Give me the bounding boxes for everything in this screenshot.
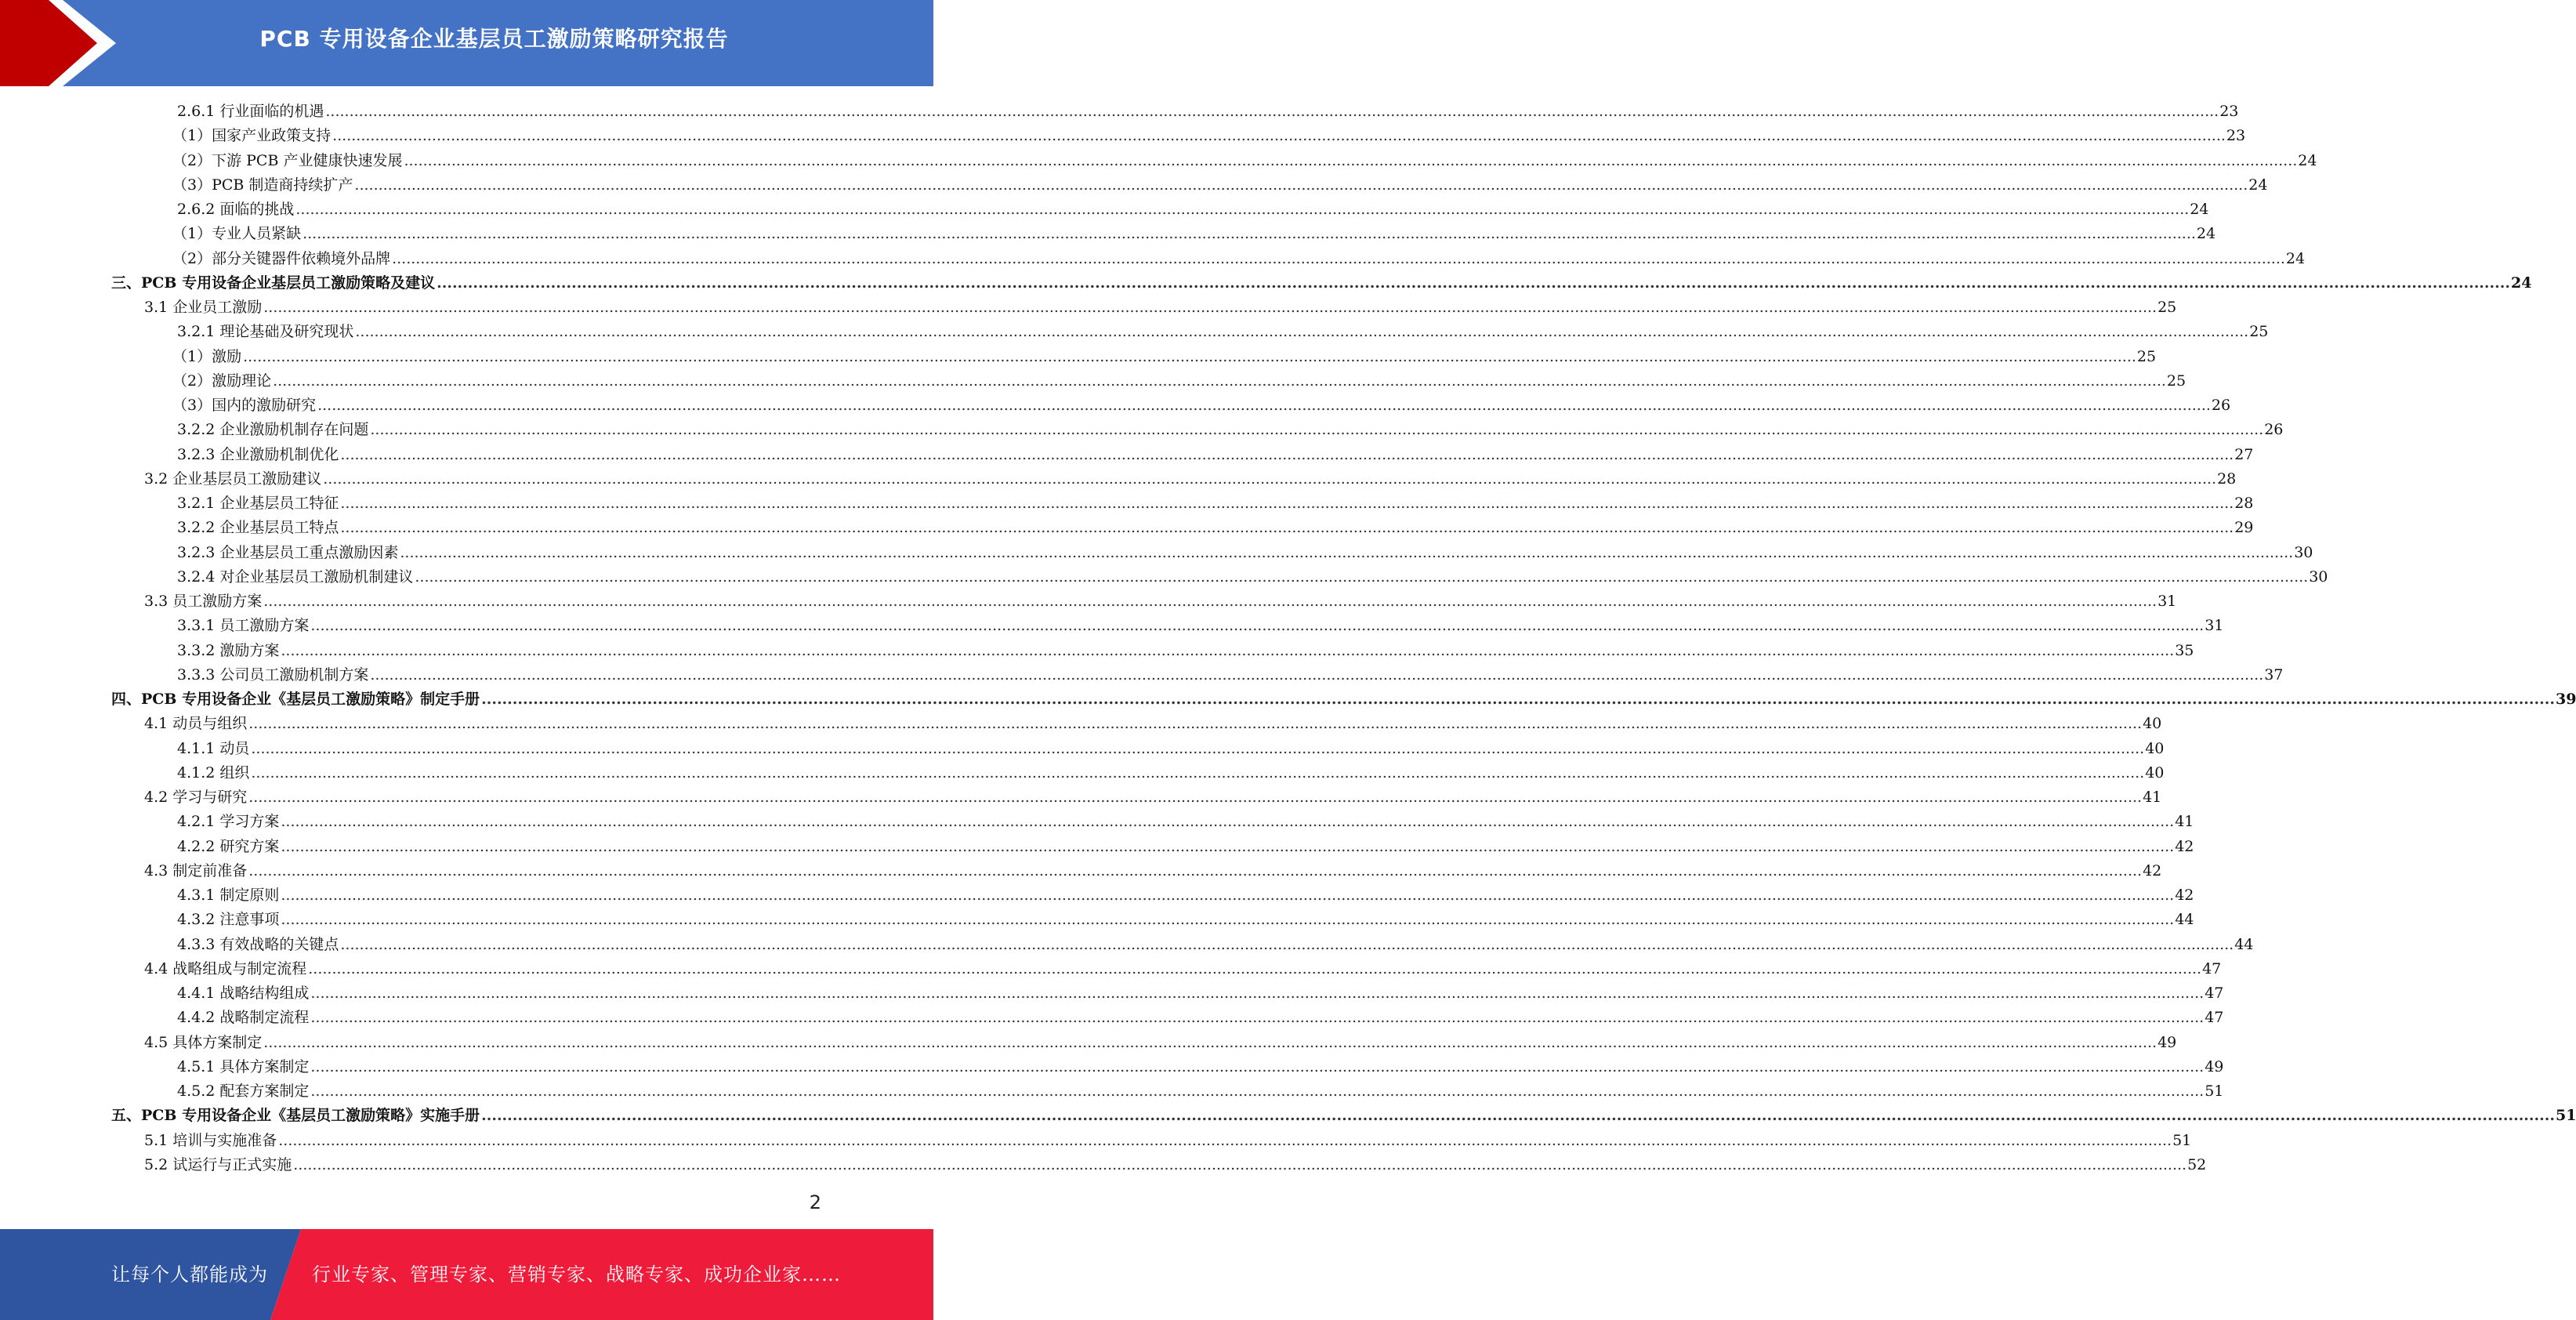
toc-dot-leader: ................................................................................................................................................................................................................................................................................................................................................................................................................ xyxy=(273,372,2166,390)
toc-page-number: 51 xyxy=(2556,1107,2576,1125)
toc-dot-leader: ................................................................................................................................................................................................................................................................................................................................................................................................................ xyxy=(400,543,2294,561)
toc-row[interactable] xyxy=(0,1031,2177,1055)
toc-entry[interactable] xyxy=(144,1129,2192,1153)
toc-dot-leader: ................................................................................................................................................................................................................................................................................................................................................................................................................ xyxy=(303,225,2196,243)
toc-page-number: 25 xyxy=(2158,299,2177,316)
toc-row[interactable] xyxy=(0,957,2222,981)
toc-page-number: 44 xyxy=(2234,935,2254,953)
document-title: PCB 专用设备企业基层员工激励策略研究报告 xyxy=(259,26,729,52)
toc-entry[interactable] xyxy=(177,491,2254,516)
toc-dot-leader: ................................................................................................................................................................................................................................................................................................................................................................................................................ xyxy=(415,568,2309,586)
toc-entry[interactable] xyxy=(177,639,2194,663)
toc-row[interactable] xyxy=(0,320,2269,344)
toc-page-number: 49 xyxy=(2158,1033,2177,1051)
toc-page-number: 49 xyxy=(2205,1057,2224,1075)
toc-dot-leader: ................................................................................................................................................................................................................................................................................................................................................................................................................ xyxy=(340,445,2234,463)
toc-dot-leader: ................................................................................................................................................................................................................................................................................................................................................................................................................ xyxy=(310,1009,2205,1027)
toc-dot-leader: ................................................................................................................................................................................................................................................................................................................................................................................................................ xyxy=(248,861,2143,879)
toc-dot-leader: ................................................................................................................................................................................................................................................................................................................................................................................................................ xyxy=(248,715,2143,733)
toc-entry[interactable] xyxy=(177,883,2194,908)
toc-page-number: 31 xyxy=(2158,593,2177,610)
toc-label: 3.3.1 员工激励方案 xyxy=(177,617,310,635)
toc-page-number: 23 xyxy=(2226,127,2246,145)
toc-page-number: 28 xyxy=(2234,495,2254,512)
toc-row[interactable] xyxy=(0,541,2313,565)
toc-row[interactable] xyxy=(0,1055,2224,1079)
toc-page-number: 51 xyxy=(2205,1082,2224,1100)
toc-dot-leader: ................................................................................................................................................................................................................................................................................................................................................................................................................ xyxy=(310,1082,2205,1100)
toc-page-number: 42 xyxy=(2143,861,2162,879)
toc-page-number: 40 xyxy=(2145,739,2165,757)
toc-page-number: 51 xyxy=(2172,1131,2192,1149)
page-footer xyxy=(0,1229,933,1320)
toc-dot-leader: ................................................................................................................................................................................................................................................................................................................................................................................................................ xyxy=(392,249,2285,267)
toc-label: 3.2.2 企业基层员工特点 xyxy=(177,519,339,537)
toc-label: 2.6.2 面临的挑战 xyxy=(177,201,295,218)
page-number: 2 xyxy=(809,1191,821,1213)
toc-label: 5.2 试运行与正式实施 xyxy=(144,1155,292,1173)
toc-label: （1）国家产业政策支持 xyxy=(172,127,332,145)
toc-entry[interactable] xyxy=(177,100,2239,124)
toc-dot-leader: ................................................................................................................................................................................................................................................................................................................................................................................................................ xyxy=(310,617,2205,635)
toc-entry[interactable] xyxy=(111,1104,2576,1128)
toc-dot-leader: ................................................................................................................................................................................................................................................................................................................................................................................................................ xyxy=(370,665,2264,684)
toc-label: （3）PCB 制造商持续扩产 xyxy=(172,176,353,194)
toc-row[interactable] xyxy=(0,1104,2576,1128)
toc-entry[interactable] xyxy=(177,761,2165,785)
toc-entry[interactable] xyxy=(177,1079,2224,1104)
toc-page-number: 44 xyxy=(2175,911,2194,929)
toc-entry[interactable] xyxy=(177,320,2269,344)
toc-entry[interactable] xyxy=(177,443,2254,467)
toc-row[interactable] xyxy=(0,173,2268,198)
toc-entry[interactable] xyxy=(144,712,2162,736)
toc-dot-leader: ................................................................................................................................................................................................................................................................................................................................................................................................................ xyxy=(332,127,2226,145)
toc-row[interactable] xyxy=(0,639,2194,663)
toc-dot-leader: ................................................................................................................................................................................................................................................................................................................................................................................................................ xyxy=(481,1107,2555,1125)
toc-page-number: 47 xyxy=(2205,1009,2224,1027)
toc-page-number: 30 xyxy=(2294,543,2313,561)
toc-entry[interactable] xyxy=(172,247,2306,271)
toc-dot-leader: ................................................................................................................................................................................................................................................................................................................................................................................................................ xyxy=(370,421,2264,439)
toc-entry[interactable] xyxy=(177,198,2209,222)
toc-entry[interactable] xyxy=(177,981,2224,1006)
toc-label: 3.2 企业基层员工激励建议 xyxy=(144,470,322,488)
toc-row[interactable] xyxy=(0,737,2165,761)
toc-page-number: 42 xyxy=(2175,837,2194,855)
toc-label: 5.1 培训与实施准备 xyxy=(144,1131,277,1149)
toc-label: 4.1.1 动员 xyxy=(177,739,250,757)
toc-dot-leader: ................................................................................................................................................................................................................................................................................................................................................................................................................ xyxy=(317,397,2211,414)
toc-dot-leader: ................................................................................................................................................................................................................................................................................................................................................................................................................ xyxy=(437,274,2510,292)
toc-row[interactable] xyxy=(0,908,2194,932)
toc-entry[interactable] xyxy=(172,345,2157,369)
toc-dot-leader: ................................................................................................................................................................................................................................................................................................................................................................................................................ xyxy=(481,691,2555,708)
toc-label: 4.5 具体方案制定 xyxy=(144,1033,263,1051)
toc-row[interactable] xyxy=(0,247,2306,271)
toc-row[interactable] xyxy=(0,810,2194,834)
toc-dot-leader: ................................................................................................................................................................................................................................................................................................................................................................................................................ xyxy=(295,201,2190,218)
toc-entry[interactable] xyxy=(177,1006,2224,1030)
toc-entry[interactable] xyxy=(177,1055,2224,1079)
toc-entry[interactable] xyxy=(144,957,2222,981)
toc-entry[interactable] xyxy=(177,737,2165,761)
toc-entry[interactable] xyxy=(172,173,2268,198)
toc-dot-leader: ................................................................................................................................................................................................................................................................................................................................................................................................................ xyxy=(281,887,2175,904)
toc-dot-leader: ................................................................................................................................................................................................................................................................................................................................................................................................................ xyxy=(281,813,2175,831)
toc-entry[interactable] xyxy=(111,271,2532,296)
toc-label: 3.3 员工激励方案 xyxy=(144,593,263,610)
toc-dot-leader: ................................................................................................................................................................................................................................................................................................................................................................................................................ xyxy=(340,935,2234,953)
toc-row[interactable] xyxy=(0,149,2317,173)
toc-page-number: 30 xyxy=(2309,568,2328,586)
toc-label: 4.3.1 制定原则 xyxy=(177,887,280,904)
toc-dot-leader: ................................................................................................................................................................................................................................................................................................................................................................................................................ xyxy=(310,985,2205,1002)
toc-label: 4.3.3 有效战略的关键点 xyxy=(177,935,339,953)
toc-entry[interactable] xyxy=(144,589,2177,614)
toc-label: 3.2.1 理论基础及研究现状 xyxy=(177,323,354,341)
toc-row[interactable] xyxy=(0,981,2224,1006)
toc-label: 五、PCB 专用设备企业《基层员工激励策略》实施手册 xyxy=(111,1107,480,1125)
toc-label: （3）国内的激励研究 xyxy=(172,397,317,414)
toc-dot-leader: ................................................................................................................................................................................................................................................................................................................................................................................................................ xyxy=(325,103,2219,120)
toc-label: 3.2.1 企业基层员工特征 xyxy=(177,495,339,512)
toc-dot-leader: ................................................................................................................................................................................................................................................................................................................................................................................................................ xyxy=(281,837,2175,855)
toc-row[interactable] xyxy=(0,467,2237,491)
toc-dot-leader: ................................................................................................................................................................................................................................................................................................................................................................................................................ xyxy=(281,911,2175,929)
toc-page-number: 40 xyxy=(2145,763,2165,781)
toc-entry[interactable] xyxy=(144,296,2177,320)
toc-row[interactable] xyxy=(0,491,2254,516)
toc-entry[interactable] xyxy=(144,785,2162,810)
toc-row[interactable] xyxy=(0,933,2254,957)
page-header xyxy=(0,0,933,86)
toc-row[interactable] xyxy=(0,198,2209,222)
toc-page-number: 26 xyxy=(2264,421,2284,439)
toc-dot-leader: ................................................................................................................................................................................................................................................................................................................................................................................................................ xyxy=(281,641,2175,659)
toc-entry[interactable] xyxy=(111,687,2576,712)
toc-row[interactable] xyxy=(0,345,2157,369)
toc-label: 4.2.2 研究方案 xyxy=(177,837,280,855)
toc-page-number: 24 xyxy=(2298,151,2317,169)
toc-label: 4.1 动员与组织 xyxy=(144,715,248,733)
toc-page-number: 24 xyxy=(2511,274,2532,292)
toc-dot-leader: ................................................................................................................................................................................................................................................................................................................................................................................................................ xyxy=(278,1131,2172,1149)
toc-entry[interactable] xyxy=(177,810,2194,834)
toc-label: 3.2.4 对企业基层员工激励机制建议 xyxy=(177,568,414,586)
toc-page-number: 28 xyxy=(2217,470,2237,488)
toc-label: 4.4 战略组成与制定流程 xyxy=(144,959,307,977)
toc-label: 4.1.2 组织 xyxy=(177,763,250,781)
toc-row[interactable] xyxy=(0,859,2162,883)
toc-label: 3.2.3 企业基层员工重点激励因素 xyxy=(177,543,399,561)
toc-dot-leader: ................................................................................................................................................................................................................................................................................................................................................................................................................ xyxy=(293,1155,2187,1173)
toc-entry[interactable] xyxy=(177,565,2328,589)
toc-label: （1）专业人员紧缺 xyxy=(172,225,302,243)
toc-row[interactable] xyxy=(0,687,2576,712)
header-chevron-icon xyxy=(0,0,118,86)
toc-page-number: 24 xyxy=(2248,176,2268,194)
toc-label: 4.4.1 战略结构组成 xyxy=(177,985,310,1002)
toc-row[interactable] xyxy=(0,100,2239,124)
toc-row[interactable] xyxy=(0,761,2165,785)
toc-entry[interactable] xyxy=(177,835,2194,859)
toc-dot-leader: ................................................................................................................................................................................................................................................................................................................................................................................................................ xyxy=(355,323,2249,341)
toc-page-number: 23 xyxy=(2219,103,2239,120)
toc-label: 4.4.2 战略制定流程 xyxy=(177,1009,310,1027)
toc-row[interactable] xyxy=(0,589,2177,614)
toc-row[interactable] xyxy=(0,124,2246,148)
toc-label: 4.2 学习与研究 xyxy=(144,789,248,806)
toc-page-number: 25 xyxy=(2249,323,2269,341)
toc-page-number: 31 xyxy=(2205,617,2224,635)
toc-dot-leader: ................................................................................................................................................................................................................................................................................................................................................................................................................ xyxy=(263,299,2158,316)
toc-entry[interactable] xyxy=(177,516,2254,540)
toc-entry[interactable] xyxy=(172,393,2231,418)
toc-dot-leader: ................................................................................................................................................................................................................................................................................................................................................................................................................ xyxy=(404,151,2298,169)
toc-entry[interactable] xyxy=(172,369,2187,393)
toc-entry[interactable] xyxy=(144,1031,2177,1055)
toc-dot-leader: ................................................................................................................................................................................................................................................................................................................................................................................................................ xyxy=(251,763,2145,781)
toc-page-number: 40 xyxy=(2143,715,2162,733)
table-of-contents xyxy=(0,100,2576,1177)
toc-label: 三、PCB 专用设备企业基层员工激励策略及建议 xyxy=(111,274,436,292)
toc-label: 4.2.1 学习方案 xyxy=(177,813,280,831)
toc-row[interactable] xyxy=(0,883,2194,908)
toc-dot-leader: ................................................................................................................................................................................................................................................................................................................................................................................................................ xyxy=(243,347,2136,365)
toc-page-number: 42 xyxy=(2175,887,2194,904)
toc-dot-leader: ................................................................................................................................................................................................................................................................................................................................................................................................................ xyxy=(354,176,2248,194)
toc-page-number: 26 xyxy=(2211,397,2231,414)
toc-label: 4.5.2 配套方案制定 xyxy=(177,1082,310,1100)
toc-label: 3.3.2 激励方案 xyxy=(177,641,280,659)
toc-page-number: 39 xyxy=(2556,691,2576,708)
toc-label: （2）下游 PCB 产业健康快速发展 xyxy=(172,151,403,169)
toc-page-number: 24 xyxy=(2285,249,2306,267)
toc-label: （2）激励理论 xyxy=(172,372,272,390)
toc-row[interactable] xyxy=(0,712,2162,736)
toc-label: 4.3 制定前准备 xyxy=(144,861,248,879)
toc-row[interactable] xyxy=(0,516,2254,540)
toc-label: 3.2.3 企业激励机制优化 xyxy=(177,445,339,463)
toc-entry[interactable] xyxy=(172,124,2246,148)
toc-page-number: 25 xyxy=(2166,372,2187,390)
toc-label: （2）部分关键器件依赖境外品牌 xyxy=(172,249,391,267)
toc-page-number: 29 xyxy=(2234,519,2254,537)
toc-row[interactable] xyxy=(0,835,2194,859)
toc-label: 4.5.1 具体方案制定 xyxy=(177,1057,310,1075)
toc-entry[interactable] xyxy=(177,908,2194,932)
footer-slogan-left: 让每个人都能成为 xyxy=(111,1264,268,1286)
toc-dot-leader: ................................................................................................................................................................................................................................................................................................................................................................................................................ xyxy=(251,739,2145,757)
toc-entry[interactable] xyxy=(177,663,2284,687)
toc-entry[interactable] xyxy=(144,1153,2207,1177)
toc-row[interactable] xyxy=(0,393,2231,418)
toc-label: 四、PCB 专用设备企业《基层员工激励策略》制定手册 xyxy=(111,691,480,708)
toc-row[interactable] xyxy=(0,296,2177,320)
toc-entry[interactable] xyxy=(177,541,2313,565)
toc-row[interactable] xyxy=(0,369,2187,393)
toc-row[interactable] xyxy=(0,614,2224,638)
toc-row[interactable] xyxy=(0,1153,2207,1177)
toc-entry[interactable] xyxy=(177,614,2224,638)
toc-page-number: 41 xyxy=(2175,813,2194,831)
toc-row[interactable] xyxy=(0,1129,2192,1153)
toc-page-number: 35 xyxy=(2175,641,2194,659)
toc-entry[interactable] xyxy=(177,933,2254,957)
toc-page-number: 47 xyxy=(2205,985,2224,1002)
toc-row[interactable] xyxy=(0,1079,2224,1104)
toc-dot-leader: ................................................................................................................................................................................................................................................................................................................................................................................................................ xyxy=(340,519,2234,537)
toc-label: （1）激励 xyxy=(172,347,242,365)
toc-row[interactable] xyxy=(0,443,2254,467)
toc-dot-leader: ................................................................................................................................................................................................................................................................................................................................................................................................................ xyxy=(308,959,2202,977)
toc-row[interactable] xyxy=(0,418,2284,442)
toc-dot-leader: ................................................................................................................................................................................................................................................................................................................................................................................................................ xyxy=(248,789,2143,806)
toc-entry[interactable] xyxy=(144,859,2162,883)
toc-page-number: 52 xyxy=(2187,1155,2207,1173)
toc-row[interactable] xyxy=(0,1006,2224,1030)
toc-label: 3.1 企业员工激励 xyxy=(144,299,263,316)
toc-page-number: 24 xyxy=(2190,201,2209,218)
toc-dot-leader: ................................................................................................................................................................................................................................................................................................................................................................................................................ xyxy=(340,495,2234,512)
toc-page-number: 25 xyxy=(2136,347,2157,365)
toc-row[interactable] xyxy=(0,271,2532,296)
footer-slogan-right: 行业专家、管理专家、营销专家、战略专家、成功企业家…… xyxy=(312,1264,841,1286)
toc-page-number: 27 xyxy=(2234,445,2254,463)
toc-dot-leader: ................................................................................................................................................................................................................................................................................................................................................................................................................ xyxy=(263,593,2158,610)
toc-entry[interactable] xyxy=(172,149,2317,173)
toc-row[interactable] xyxy=(0,663,2284,687)
toc-row[interactable] xyxy=(0,785,2162,810)
toc-dot-leader: ................................................................................................................................................................................................................................................................................................................................................................................................................ xyxy=(310,1057,2205,1075)
toc-label: 4.3.2 注意事项 xyxy=(177,911,280,929)
toc-label: 3.2.2 企业激励机制存在问题 xyxy=(177,421,369,439)
toc-page-number: 47 xyxy=(2202,959,2222,977)
toc-entry[interactable] xyxy=(144,467,2237,491)
toc-label: 2.6.1 行业面临的机遇 xyxy=(177,103,324,120)
toc-page-number: 37 xyxy=(2264,665,2284,684)
toc-label: 3.3.3 公司员工激励机制方案 xyxy=(177,665,369,684)
toc-entry[interactable] xyxy=(172,222,2216,246)
toc-page-number: 41 xyxy=(2143,789,2162,806)
toc-row[interactable] xyxy=(0,565,2328,589)
toc-entry[interactable] xyxy=(177,418,2284,442)
toc-page-number: 24 xyxy=(2196,225,2216,243)
toc-dot-leader: ................................................................................................................................................................................................................................................................................................................................................................................................................ xyxy=(263,1033,2158,1051)
toc-dot-leader: ................................................................................................................................................................................................................................................................................................................................................................................................................ xyxy=(323,470,2217,488)
toc-row[interactable] xyxy=(0,222,2216,246)
